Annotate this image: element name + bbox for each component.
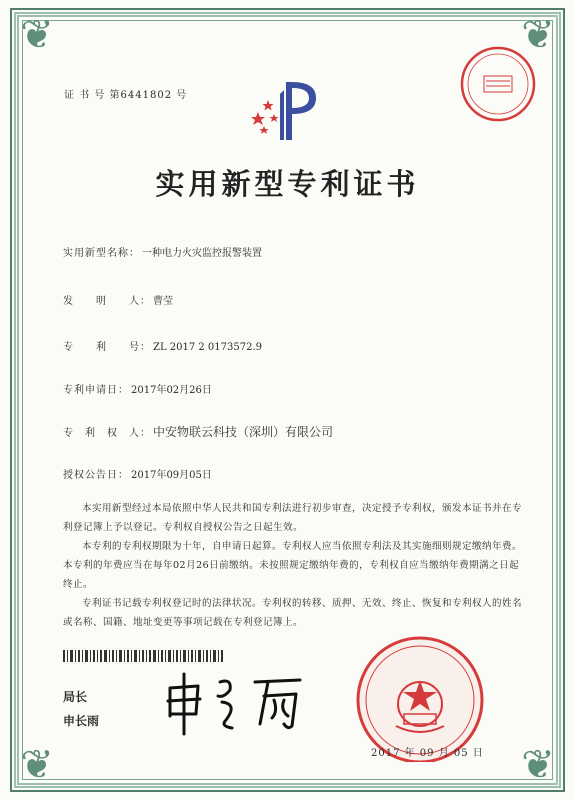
handwritten-signature-icon (160, 668, 320, 738)
corner-ornament-icon: ❦ (20, 12, 54, 58)
certificate-title: 实用新型专利证书 (155, 167, 420, 201)
corner-ornament-icon: ❦ (521, 742, 555, 788)
small-red-seal-icon (458, 44, 538, 124)
director-name: 申长雨 (63, 714, 100, 728)
patent-office-logo-icon (246, 74, 326, 144)
certificate-number: 证 书 号 第6441802 号 (64, 90, 188, 101)
paragraph: 专利证书记载专利权登记时的法律状况。专利权的转移、质押、无效、终止、恢复和专利权人的姓名或名称、国籍、地址变更等事项记载在专利登记簿上。 (63, 598, 523, 628)
field-row-patentee (63, 423, 333, 440)
field-value: 中安物联云科技（深圳）有限公司 (153, 425, 334, 439)
field-label: 专利申请日： (63, 385, 129, 396)
paragraph: 本专利的专利权期限为十年，自申请日起算。专利权人应当依照专利法及其实施细则规定缴纳年费。本专利的年费应当在每年02月26日前缴纳。未按照规定缴纳年费的，专利权自应当缴纳年费期满之日起终止。 (63, 541, 523, 590)
field-row-inventor (63, 292, 173, 307)
field-row-filing-date (63, 381, 212, 396)
issue-date: 2017 年 09 月 05 日 (371, 748, 484, 759)
paragraph: 本实用新型经过本局依照中华人民共和国专利法进行初步审查，决定授予专利权，颁发本证书并在专利登记簿上予以登记。专利权自授权公告之日起生效。 (63, 503, 523, 533)
field-value: 曹莹 (153, 296, 173, 307)
field-label: 实用新型名称： (63, 248, 140, 259)
field-row-grant-date (63, 466, 212, 481)
barcode-icon (63, 650, 223, 662)
field-row-name (63, 244, 262, 259)
field-value: ZL 2017 2 0173572.9 (153, 342, 263, 353)
field-value: 一种电力火灾监控报警装置 (142, 248, 262, 259)
field-label: 发 明 人： (63, 296, 151, 307)
field-row-patent-number (63, 338, 262, 353)
field-label: 授权公告日： (63, 470, 129, 481)
state-ip-office-seal-icon (330, 622, 510, 762)
corner-ornament-icon: ❦ (20, 742, 54, 788)
corner-ornament-icon: ❦ (521, 12, 555, 58)
field-label: 专 利 号： (63, 342, 151, 353)
field-value: 2017年02月26日 (131, 385, 212, 396)
director-title: 局长 (63, 690, 88, 704)
field-value: 2017年09月05日 (131, 470, 212, 481)
field-label: 专 利 权 人： (63, 428, 151, 439)
